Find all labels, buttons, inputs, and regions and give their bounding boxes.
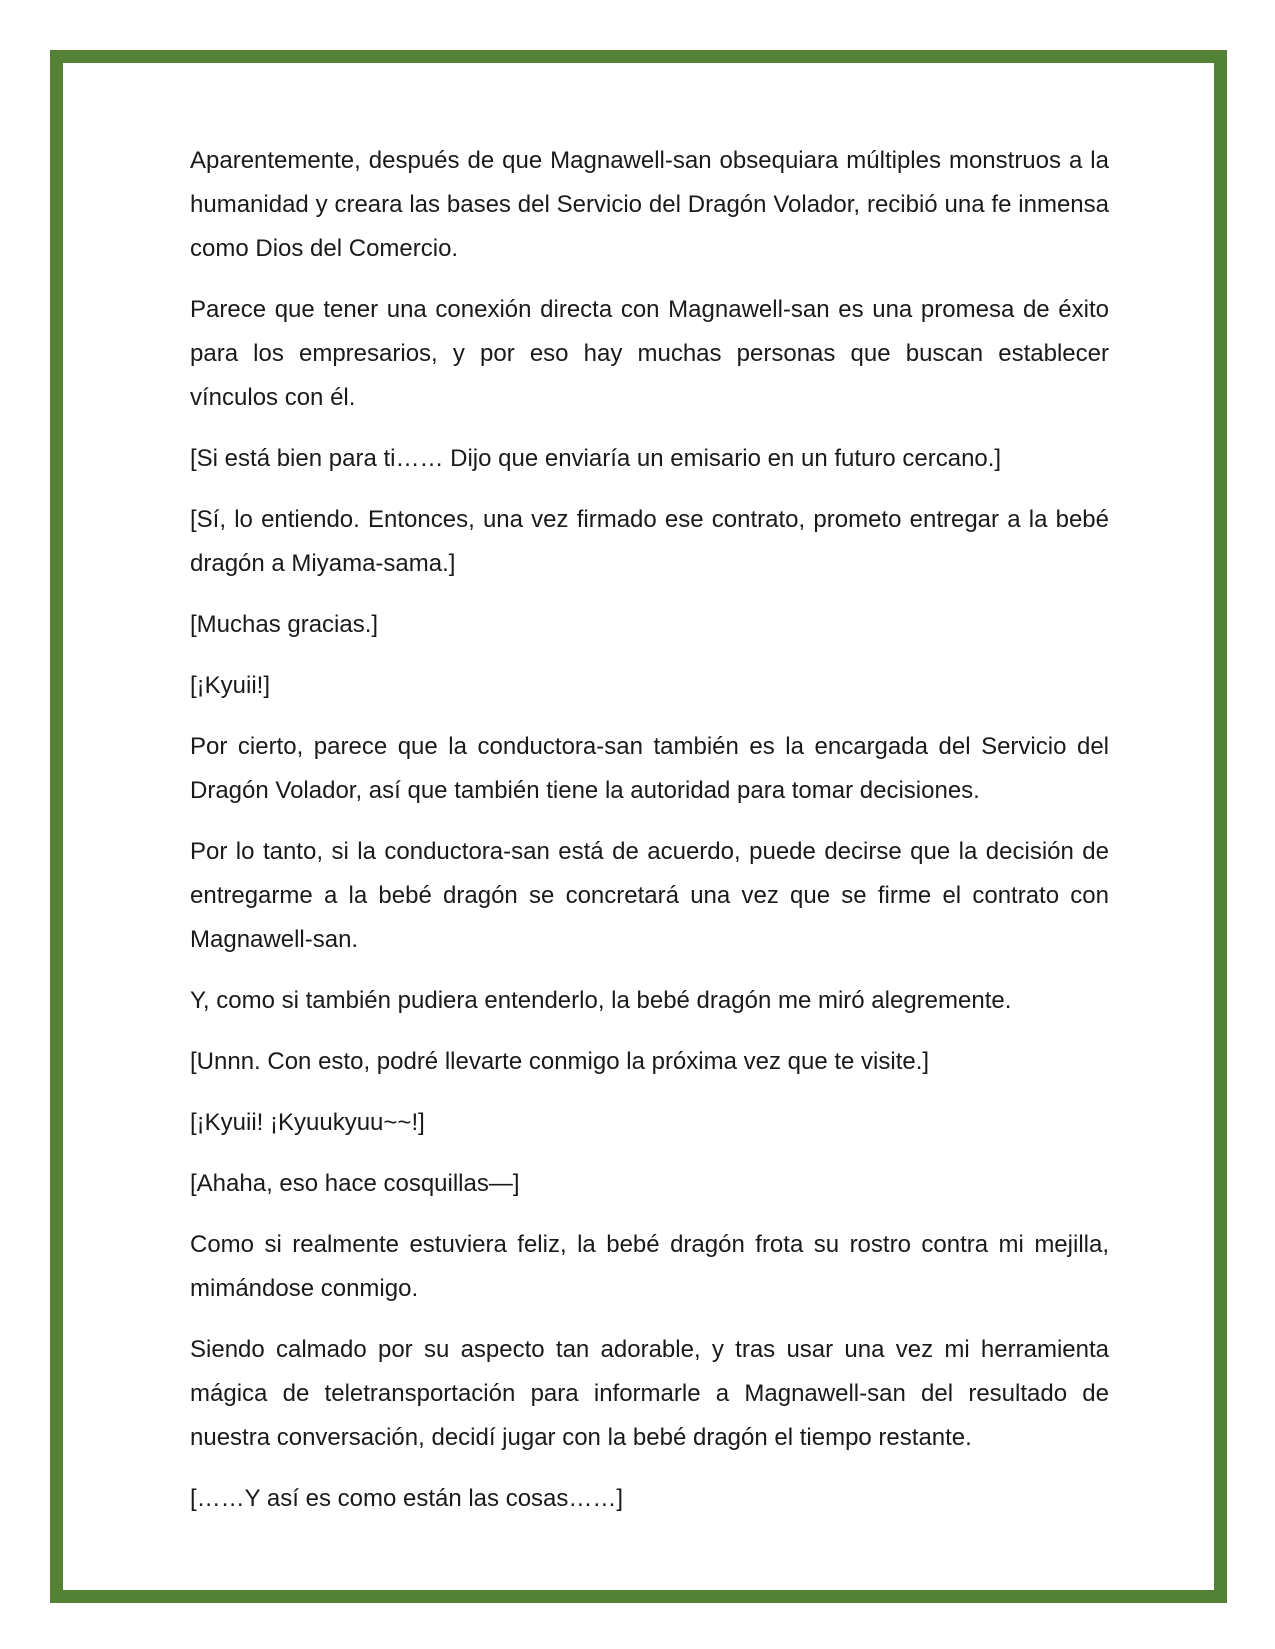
paragraph: [Sí, lo entiendo. Entonces, una vez firmado ese contrato, prometo entregar a la bebé dragón a Miyama-sama.] bbox=[190, 506, 1109, 577]
paragraph: [Muchas gracias.] bbox=[190, 611, 379, 638]
paragraph: Como si realmente estuviera feliz, la bebé dragón frota su rostro contra mi mejilla, mimándose conmigo. bbox=[190, 1231, 1109, 1302]
paragraph: Por lo tanto, si la conductora-san está de acuerdo, puede decirse que la decisión de entregarme a la bebé dragón se concretará una vez que se firme el contrato con Magnawell-san. bbox=[190, 838, 1109, 953]
page-frame bbox=[50, 50, 1227, 1603]
paragraph: Siendo calmado por su aspecto tan adorable, y tras usar una vez mi herramienta mágica de teletransportación para informarle a Magnawell-san del resultado de nuestra conversación, decidí jugar con la bebé dragón el tiempo restante. bbox=[190, 1336, 1109, 1451]
paragraph: [Si está bien para ti…… Dijo que enviaría un emisario en un futuro cercano.] bbox=[190, 445, 1002, 472]
paragraph: Aparentemente, después de que Magnawell-san obsequiara múltiples monstruos a la humanidad y creara las bases del Servicio del Dragón Volador, recibió una fe inmensa como Dios del Comercio. bbox=[190, 147, 1109, 262]
paragraph: Por cierto, parece que la conductora-san también es la encargada del Servicio del Dragón Volador, así que también tiene la autoridad para tomar decisiones. bbox=[190, 733, 1109, 804]
paragraph: Parece que tener una conexión directa con Magnawell-san es una promesa de éxito para los empresarios, y por eso hay muchas personas que buscan establecer vínculos con él. bbox=[190, 296, 1109, 411]
paragraph: Y, como si también pudiera entenderlo, la bebé dragón me miró alegremente. bbox=[190, 987, 1012, 1014]
text-body bbox=[190, 139, 1109, 1538]
paragraph: [……Y así es como están las cosas……] bbox=[190, 1485, 624, 1512]
paragraph: [¡Kyuii! ¡Kyuukyuu~~!] bbox=[190, 1109, 425, 1136]
paragraph: [Ahaha, eso hace cosquillas—] bbox=[190, 1170, 520, 1197]
paragraph: [¡Kyuii!] bbox=[190, 672, 271, 699]
paragraph: [Unnn. Con esto, podré llevarte conmigo la próxima vez que te visite.] bbox=[190, 1048, 930, 1075]
